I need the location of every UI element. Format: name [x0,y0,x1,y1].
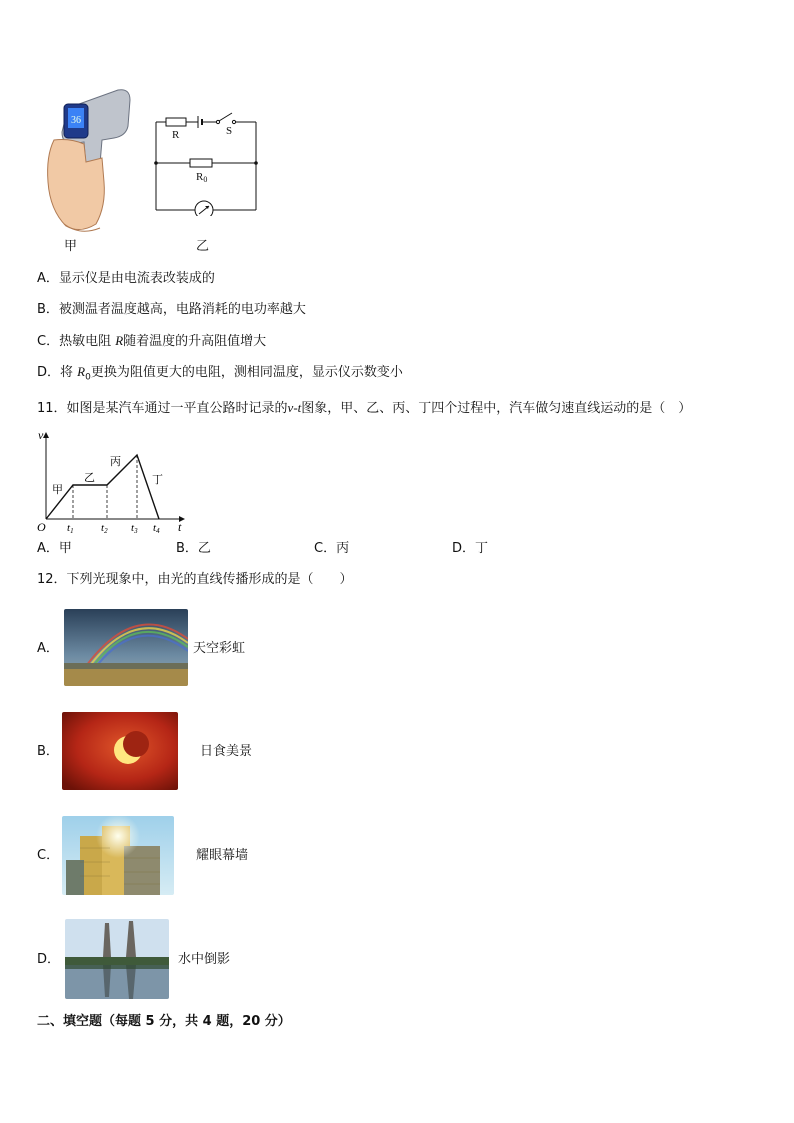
q12-option-d-letter: D． [37,952,61,967]
q11-option-c: C．丙 [314,541,350,556]
segment-label-yi: 乙 [84,472,95,484]
v-axis-label: v [38,428,44,442]
pagoda-reflection-photo [65,919,169,999]
segment-label-jia: 甲 [52,484,63,496]
resistor-r0 [190,159,212,167]
tick-t3: t3 [131,522,138,535]
tick-t4: t4 [153,522,160,535]
option-letter: D． [37,365,61,380]
t-axis-label: t [178,520,182,534]
glass-curtain-wall-photo [62,816,174,895]
vt-graph [34,425,194,535]
q12-option-d-caption: 水中倒影 [178,952,231,967]
q12-option-b-caption: 日食美景 [200,744,253,759]
label-r: R [172,129,180,141]
variable-r0: R [77,364,86,379]
q11-option-d: D．丁 [452,541,489,556]
q10-option-b [37,301,306,319]
variable-r: R [115,333,124,348]
display-reading: 36 [71,115,81,126]
q11-option-b: B．乙 [176,541,211,556]
q12-option-c-caption: 耀眼幕墙 [196,848,249,863]
segment-label-bing: 丙 [110,456,121,468]
option-letter: C． [37,334,60,349]
infrared-thermometer-illustration [40,86,135,236]
tick-t1: t1 [67,522,74,535]
q12-option-b-letter: B． [37,744,59,759]
figure-label-jia: 甲 [64,239,78,254]
q10-option-d: D．将 $R_0$更换为阻值更大的电阻，测相同温度，显示仪示数变小 [37,364,403,383]
solar-eclipse-photo [62,712,178,790]
option-text: 显示仪是由电流表改装成的 [58,271,215,286]
option-letter: B． [37,302,59,317]
segment-label-ding: 丁 [152,474,163,486]
q12-option-a-caption: 天空彩虹 [193,641,246,656]
q12-option-a-letter: A． [37,641,59,656]
origin-label: O [37,520,46,534]
q12-option-c-letter: C． [37,848,60,863]
q11-option-a: A．甲 [37,541,72,556]
q10-option-c: C．热敏电阻 R随着温度的升高阻值增大 [37,333,267,349]
meter-icon [195,201,213,216]
q11-stem: 11．如图是某汽车通过一平直公路时记录的v-t图象，甲、乙、丙、丁四个过程中，汽车做匀速直线运动的是（ ） [37,400,692,416]
thermometer-figure [40,86,135,236]
q12-stem: 12．下列光现象中，由光的直线传播形成的是（ ） [37,572,353,587]
rainbow-photo [64,609,188,686]
circuit-diagram [150,110,265,216]
label-s: S [226,125,233,137]
label-r0: R0 [196,171,208,184]
option-letter: A． [37,271,59,286]
thermistor-r [166,118,186,126]
figure-label-yi: 乙 [196,239,210,254]
tick-t2: t2 [101,522,108,535]
section-heading: 二、填空题（每题 5 分，共 4 题，20 分） [37,1014,291,1029]
option-text: 被测温者温度越高，电路消耗的电功率越大 [58,302,306,317]
q10-option-a [37,270,215,288]
